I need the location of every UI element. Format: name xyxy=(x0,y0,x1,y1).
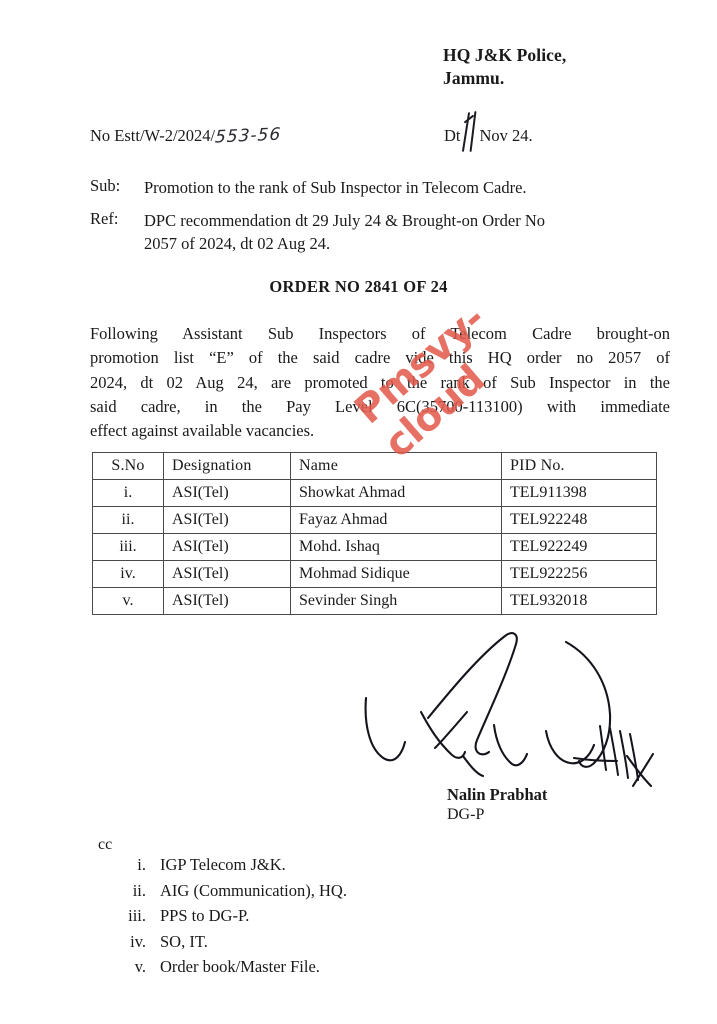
cell-sno: i. xyxy=(93,480,164,507)
cc-item-text: Order book/Master File. xyxy=(160,957,320,976)
cc-item-text: PPS to DG-P. xyxy=(160,906,250,925)
table-row xyxy=(93,480,657,507)
cell-designation: ASI(Tel) xyxy=(164,534,291,561)
signatory-designation: DG-P xyxy=(447,806,485,823)
cc-list-item xyxy=(98,957,518,977)
cell-pid: TEL932018 xyxy=(502,588,657,615)
cc-list-item xyxy=(98,906,518,926)
reference-row xyxy=(90,209,675,255)
reference-number-handwritten: 553-56 xyxy=(214,124,282,148)
organisation-name: HQ J&K Police, xyxy=(443,45,567,65)
column-header-pid: PID No. xyxy=(502,453,657,480)
promotion-table-wrapper xyxy=(92,452,657,615)
cell-designation: ASI(Tel) xyxy=(164,507,291,534)
subject-block xyxy=(90,176,675,208)
cc-item-number: i. xyxy=(137,855,146,874)
cell-pid: TEL922249 xyxy=(502,534,657,561)
cell-sno: ii. xyxy=(93,507,164,534)
reference-text xyxy=(144,209,675,255)
cc-list-item xyxy=(98,855,518,875)
table-row xyxy=(93,534,657,561)
cell-name: Showkat Ahmad xyxy=(291,480,502,507)
order-body-line1: Following Assistant Sub Inspectors of Telecom Cadre brought-on xyxy=(90,324,670,343)
date-prefix: Dt xyxy=(444,126,461,145)
order-body-line2: promotion list “E” of the said cadre vide this HQ order no 2057 of xyxy=(90,348,670,368)
organisation-header xyxy=(443,44,566,90)
table-row xyxy=(93,588,657,615)
cell-sno: iv. xyxy=(93,561,164,588)
subject-label: Sub: xyxy=(90,176,121,195)
reference-number xyxy=(90,126,281,146)
signatory-name: Nalin Prabhat xyxy=(447,785,548,804)
cell-name: Fayaz Ahmad xyxy=(291,507,502,534)
order-body-line4: said cadre, in the Pay Level 6C(35700-113100) with immediate xyxy=(90,396,670,416)
cc-label: cc xyxy=(98,836,113,853)
promotion-table xyxy=(92,452,657,615)
subject-row xyxy=(90,176,675,199)
watermark-text: Pmsvy-cloud xyxy=(346,296,495,467)
cell-name: Mohd. Ishaq xyxy=(291,534,502,561)
cc-item-text: AIG (Communication), HQ. xyxy=(160,880,347,900)
cell-pid: TEL911398 xyxy=(502,480,657,507)
subject-text: Promotion to the rank of Sub Inspector in Telecom Cadre. xyxy=(144,178,527,197)
table-row xyxy=(93,561,657,588)
reference-block xyxy=(90,209,675,264)
order-body-line3: 2024, dt 02 Aug 24, are promoted to the rank of Sub Inspector in the xyxy=(90,372,670,392)
order-body-line5: effect against available vacancies. xyxy=(90,421,315,440)
reference-text-line2: 2057 of 2024, dt 02 Aug 24. xyxy=(144,234,331,254)
cell-designation: ASI(Tel) xyxy=(164,480,291,507)
organisation-location: Jammu. xyxy=(443,68,505,89)
order-date xyxy=(444,126,533,146)
column-header-sno: S.No xyxy=(93,453,164,480)
order-title: ORDER NO 2841 OF 24 xyxy=(269,277,448,296)
cell-designation: ASI(Tel) xyxy=(164,588,291,615)
cc-item-text: IGP Telecom J&K. xyxy=(160,855,286,874)
cell-designation: ASI(Tel) xyxy=(164,561,291,588)
table-row xyxy=(93,507,657,534)
column-header-designation: Designation xyxy=(164,453,291,480)
cc-item-number: ii. xyxy=(132,880,146,900)
date-month-year: Nov 24. xyxy=(479,126,533,145)
order-body xyxy=(90,322,670,443)
cc-list xyxy=(98,855,518,983)
table-header-row xyxy=(93,453,657,480)
cell-pid: TEL922248 xyxy=(502,507,657,534)
cc-item-text: SO, IT. xyxy=(160,931,208,951)
column-header-name: Name xyxy=(291,453,502,480)
cell-name: Mohmad Sidique xyxy=(291,561,502,588)
signature-mark xyxy=(355,628,655,788)
cc-item-number: iv. xyxy=(130,931,146,951)
cell-sno: v. xyxy=(93,588,164,615)
cell-sno: iii. xyxy=(93,534,164,561)
reference-number-printed: No Estt/W-2/2024/ xyxy=(90,126,216,145)
cc-item-number: v. xyxy=(134,957,146,976)
cell-pid: TEL922256 xyxy=(502,561,657,588)
reference-label: Ref: xyxy=(90,209,119,228)
cell-name: Sevinder Singh xyxy=(291,588,502,615)
cc-list-item xyxy=(98,881,518,901)
cc-item-number: iii. xyxy=(128,906,146,925)
date-day-handwritten xyxy=(461,126,480,127)
cc-list-item xyxy=(98,932,518,952)
reference-text-line1: DPC recommendation dt 29 July 24 & Brought-on Order No xyxy=(144,211,545,230)
promotion-table-body xyxy=(93,453,657,615)
